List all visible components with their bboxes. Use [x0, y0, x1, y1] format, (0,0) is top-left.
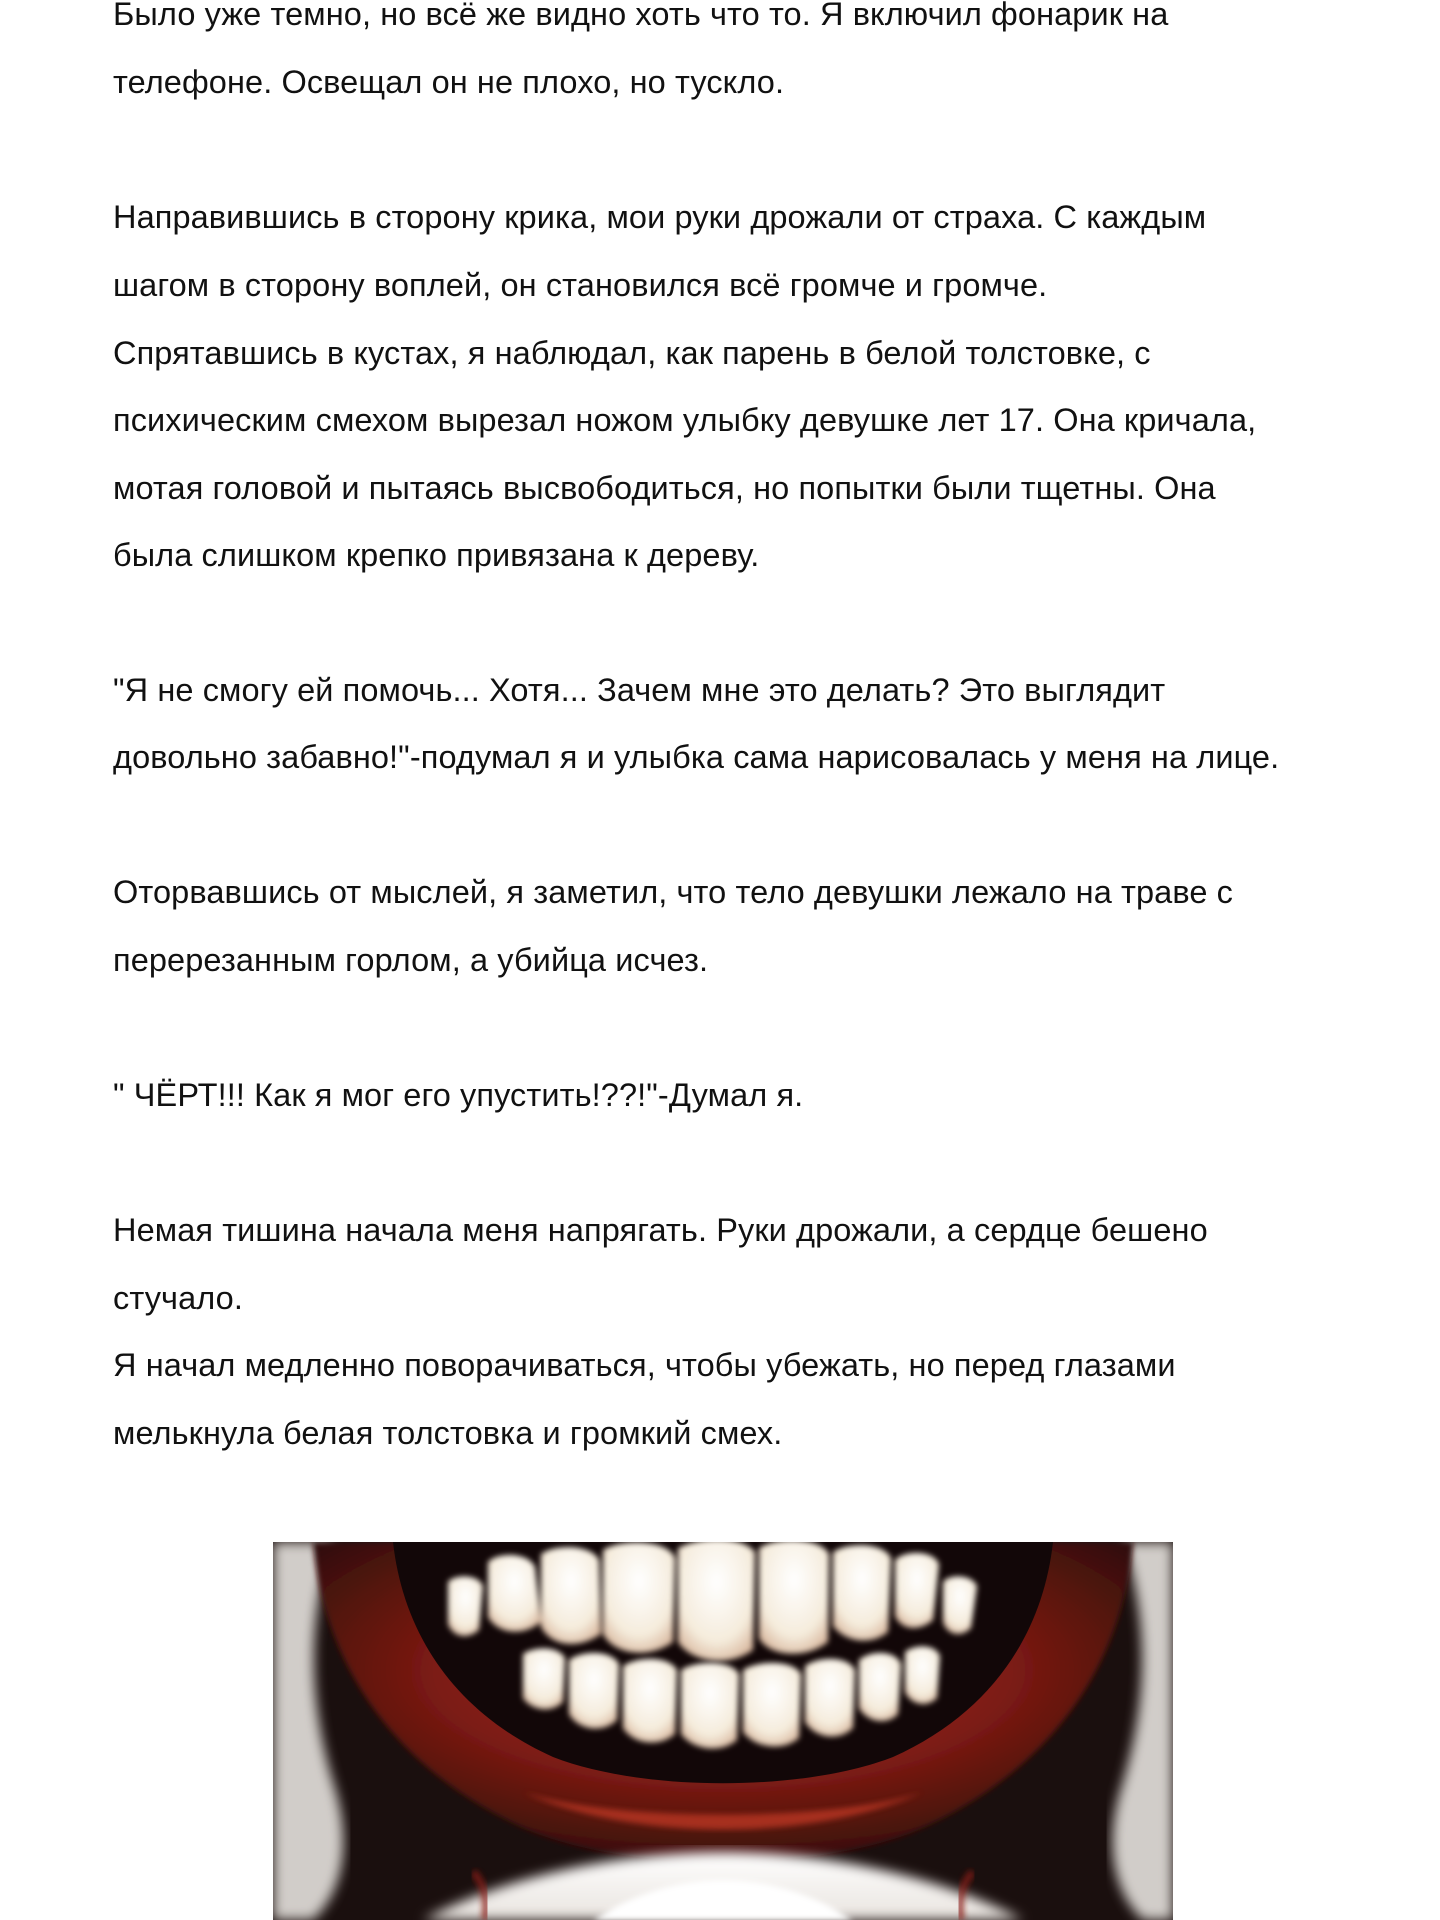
- text-line: мотая головой и пытаясь высвободиться, но попытки были тщетны. Она: [113, 470, 1216, 506]
- text-line: Направившись в сторону крика, мои руки дрожали от страха. С каждым: [113, 199, 1207, 235]
- text-line: шагом в сторону воплей, он становился всё громче и громче.: [113, 267, 1048, 303]
- text-line: стучало.: [113, 1280, 243, 1316]
- text-line: "Я не смогу ей помочь... Хотя... Зачем мне это делать? Это выглядит: [113, 672, 1166, 708]
- text-line: Спрятавшись в кустах, я наблюдал, как парень в белой толстовке, с: [113, 335, 1151, 371]
- text-line: мелькнула белая толстовка и громкий смех.: [113, 1415, 783, 1451]
- text-line: Оторвавшись от мыслей, я заметил, что тело девушки лежало на траве с: [113, 874, 1234, 910]
- text-line: Было уже темно, но всё же видно хоть что то. Я включил фонарик на: [113, 0, 1169, 32]
- text-line: перерезанным горлом, а убийца исчез.: [113, 942, 709, 978]
- creepy-grin-image: [273, 1542, 1173, 1920]
- text-line: Я начал медленно поворачиваться, чтобы убежать, но перед глазами: [113, 1347, 1176, 1383]
- text-line: Немая тишина начала меня напрягать. Руки дрожали, а сердце бешено: [113, 1212, 1208, 1248]
- text-line: была слишком крепко привязана к дереву.: [113, 537, 760, 573]
- text-line: довольно забавно!"-подумал я и улыбка сама нарисовалась у меня на лице.: [113, 739, 1280, 775]
- text-line: " ЧЁРТ!!! Как я мог его упустить!??!"-Думал я.: [113, 1077, 804, 1113]
- text-line: телефоне. Освещал он не плохо, но тускло.: [113, 64, 785, 100]
- text-line: психическим смехом вырезал ножом улыбку девушке лет 17. Она кричала,: [113, 402, 1257, 438]
